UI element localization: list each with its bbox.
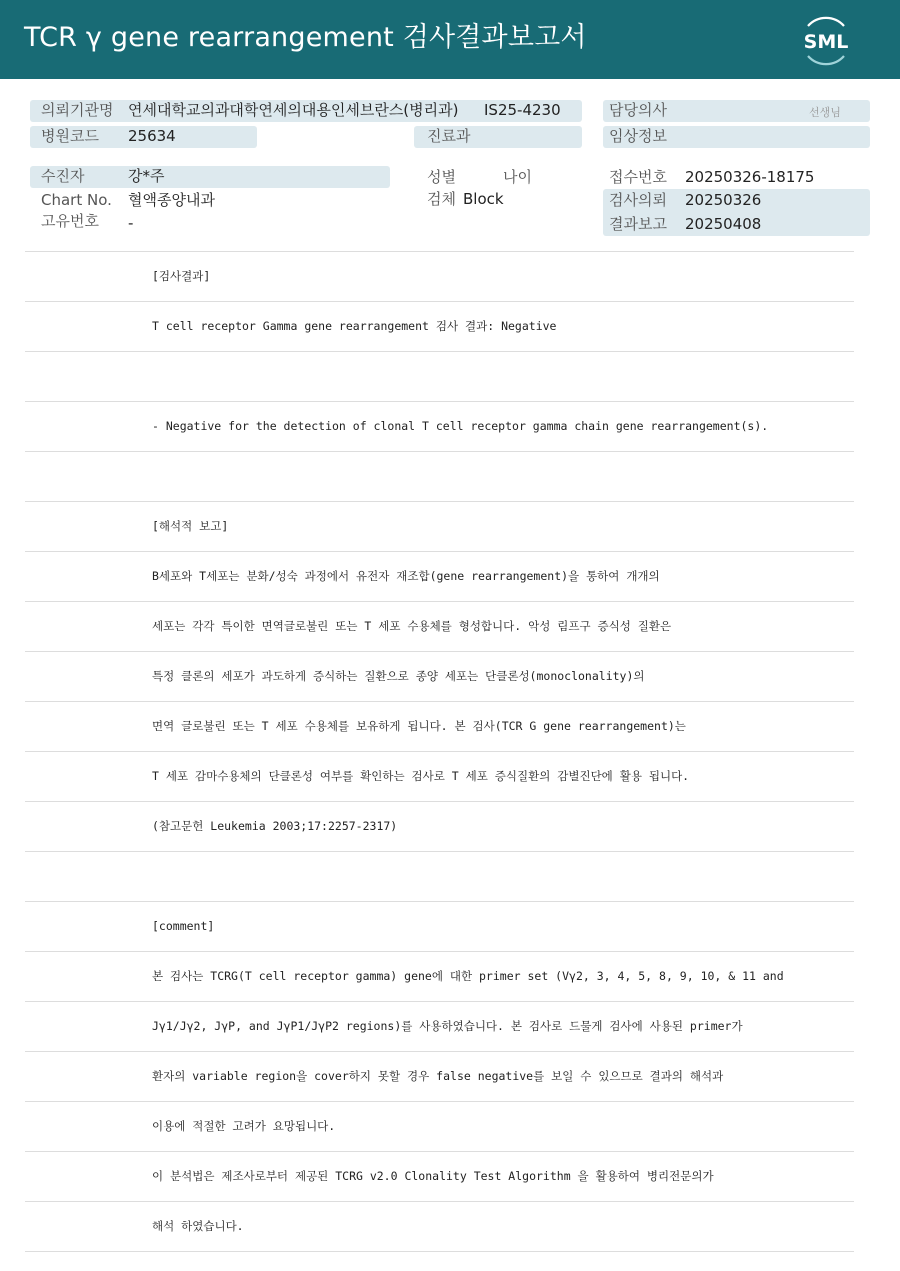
row-divider [25,601,854,602]
receipt-number: 20250326-18175 [685,168,815,186]
chart-label: Chart No. [41,191,112,209]
receipt-label: 접수번호 [609,168,667,186]
row-divider [25,1151,854,1152]
institution-label: 의뢰기관명 [41,101,114,119]
row-divider [25,1001,854,1002]
chart-value: 혈액종양내과 [128,191,215,209]
row-divider [25,401,854,402]
report-line: 이 분석법은 제조사로부터 제공된 TCRG v2.0 Clonality Test Algorithm 을 활용하여 병리전문의가 [152,1169,714,1183]
unique-number-value: - [128,214,134,232]
report-line: 특정 클론의 세포가 과도하게 증식하는 질환으로 종양 세포는 단클론성(monoclonality)의 [152,669,645,683]
report-date-value: 20250408 [685,215,762,233]
row-divider [25,701,854,702]
report-line: 해석 하였습니다. [152,1219,244,1233]
department-label: 진료과 [427,127,471,145]
report-line: 이용에 적절한 고려가 요망됩니다. [152,1119,336,1133]
report-line: 환자의 variable region을 cover하지 못할 경우 false negative를 보일 수 있으므로 결과의 해석과 [152,1069,724,1083]
report-date-label: 결과보고 [609,215,667,233]
unique-number-label: 고유번호 [41,212,99,230]
row-divider [25,551,854,552]
row-divider [25,1201,854,1202]
row-divider [25,351,854,352]
report-line: [comment] [152,919,215,933]
logo-text: SML [803,31,849,53]
report-line: 본 검사는 TCRG(T cell receptor gamma) gene에 대한 primer set (Vγ2, 3, 4, 5, 8, 9, 10, & 11 and [152,969,784,983]
patient-name: 강*주 [128,167,165,185]
row-divider [25,901,854,902]
patient-label: 수진자 [41,167,85,185]
row-divider [25,801,854,802]
pathology-number: IS25-4230 [484,101,561,119]
doctor-suffix: 선생님 [809,106,841,119]
row-divider [25,1051,854,1052]
specimen-label: 검체 [427,190,456,208]
sml-logo [796,12,856,68]
report-line: (참고문헌 Leukemia 2003;17:2257-2317) [152,819,398,833]
request-date-value: 20250326 [685,191,762,209]
institution-value: 연세대학교의과대학연세의대용인세브란스(병리과) [128,101,459,119]
doctor-label: 담당의사 [609,101,667,119]
row-divider [25,751,854,752]
sex-label: 성별 [427,168,456,186]
report-line: T cell receptor Gamma gene rearrangement 검사 결과: Negative [152,319,557,333]
report-line: - Negative for the detection of clonal T cell receptor gamma chain gene rearrangement(s). [152,419,769,433]
report-line: 면역 글로불린 또는 T 세포 수용체를 보유하게 됩니다. 본 검사(TCR G gene rearrangement)는 [152,719,686,733]
report-line: T 세포 감마수용체의 단클론성 여부를 확인하는 검사로 T 세포 증식질환의 감별진단에 활용 됩니다. [152,769,690,783]
report-line: 세포는 각각 특이한 면역글로불린 또는 T 세포 수용체를 형성합니다. 악성 림프구 증식성 질환은 [152,619,672,633]
report-line: [검사결과] [152,269,211,283]
row-divider [25,501,854,502]
hospital-code-label: 병원코드 [41,127,99,145]
row-divider [25,651,854,652]
request-date-label: 검사의뢰 [609,191,667,209]
row-divider [25,301,854,302]
report-title: TCR γ gene rearrangement 검사결과보고서 [24,22,587,53]
row-divider [25,1101,854,1102]
hospital-code-value: 25634 [128,127,176,145]
row-divider [25,851,854,852]
row-divider [25,1251,854,1252]
row-divider [25,451,854,452]
age-label: 나이 [503,168,532,186]
report-line: Jγ1/Jγ2, JγP, and JγP1/JγP2 regions)를 사용하였습니다. 본 검사로 드물게 검사에 사용된 primer가 [152,1019,743,1033]
specimen-value: Block [463,190,504,208]
row-divider [25,951,854,952]
report-line: [해석적 보고] [152,519,229,533]
report-header [0,0,900,79]
row-divider [25,251,854,252]
report-line: B세포와 T세포는 분화/성숙 과정에서 유전자 재조합(gene rearrangement)을 통하여 개개의 [152,569,660,583]
clinical-label: 임상정보 [609,127,667,145]
